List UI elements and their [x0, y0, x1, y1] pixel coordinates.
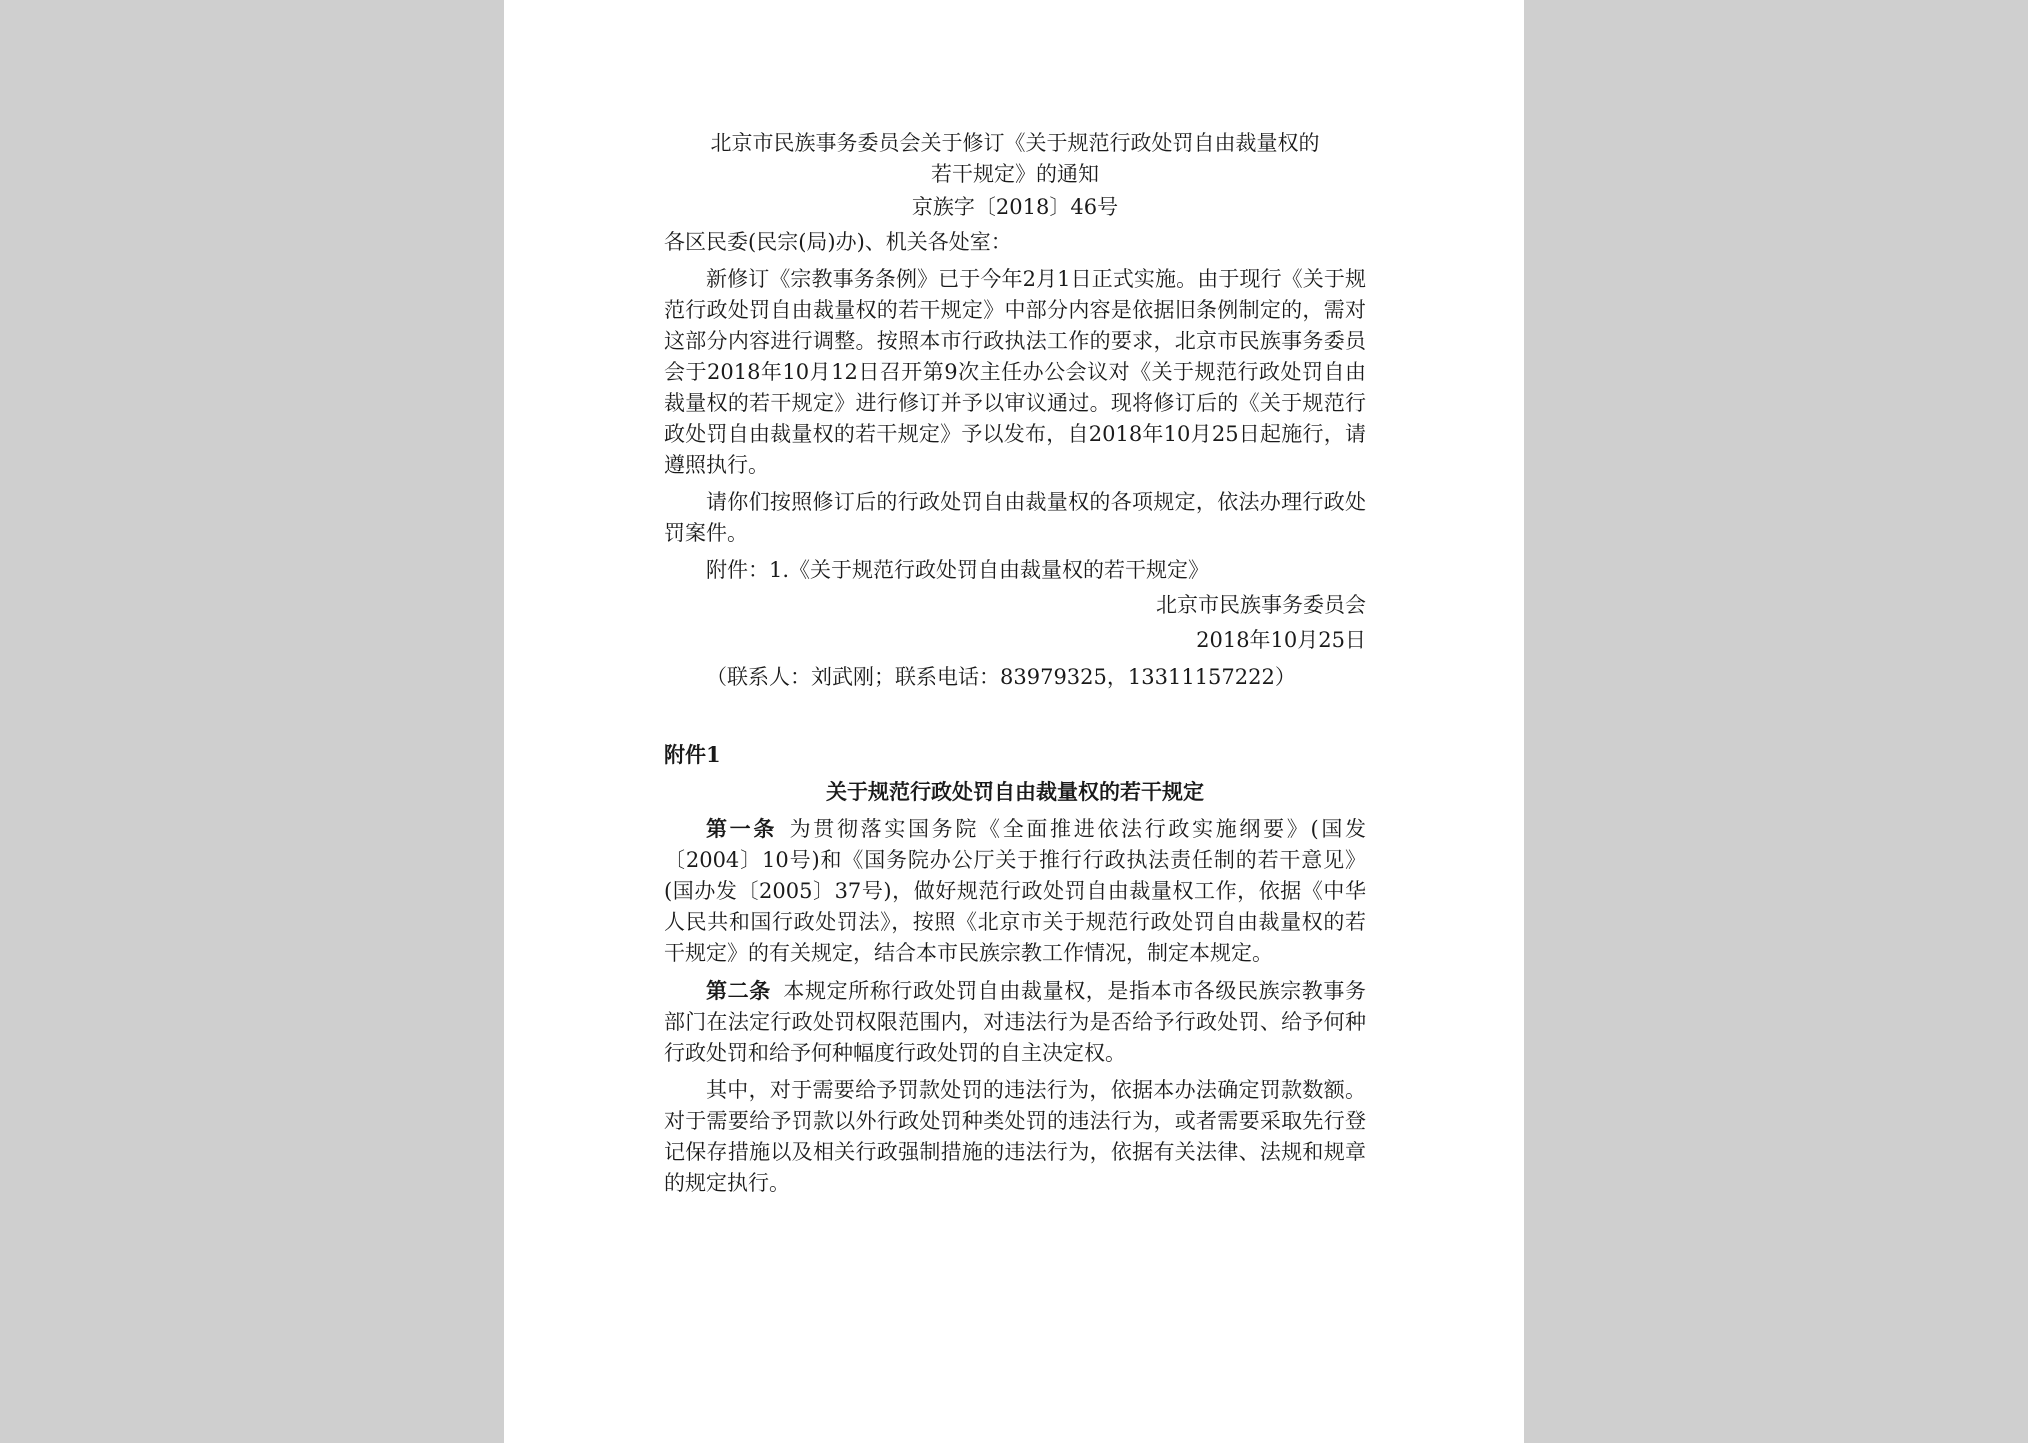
notice-title-line2: 若干规定》的通知 — [931, 162, 1099, 186]
notice-title — [664, 128, 1366, 190]
notice-title-line1: 北京市民族事务委员会关于修订《关于规范行政处罚自由裁量权的 — [710, 131, 1320, 155]
attachment-heading: 附件1 — [664, 742, 721, 767]
article-1-text: 为贯彻落实国务院《全面推进依法行政实施纲要》(国发〔2004〕10号)和《国务院办公厅关于推行行政执法责任制的若干意见》(国办发〔2005〕37号)，做好规范行政处罚自由裁量权工作，依据《中华人民共和国行政处罚法》，按照《北京市关于规范行政处罚自由裁量权的若干规定》的有关规定，结合本市民族宗教工作情况，制定本规定。 — [664, 817, 1366, 965]
document-content — [664, 128, 1366, 1199]
issue-date: 2018年10月25日 — [1196, 628, 1366, 652]
article-2-label: 第二条 — [706, 978, 771, 1003]
contact-info: （联系人：刘武刚；联系电话：83979325，13311157222） — [706, 665, 1296, 689]
issuer-signature: 北京市民族事务委员会 — [1156, 593, 1366, 617]
document-page — [504, 0, 1524, 1443]
article-2-text: 本规定所称行政处罚自由裁量权，是指本市各级民族宗教事务部门在法定行政处罚权限范围内，对违法行为是否给予行政处罚、给予何种行政处罚和给予何种幅度行政处罚的自主决定权。 — [664, 979, 1367, 1065]
article-2 — [664, 975, 1366, 1069]
attachment-list: 附件：1.《关于规范行政处罚自由裁量权的若干规定》 — [706, 558, 1210, 582]
article-1-label: 第一条 — [706, 816, 778, 841]
section-gap — [664, 693, 1366, 739]
article-1 — [664, 813, 1366, 969]
article-2-extra-paragraph: 其中，对于需要给予罚款处罚的违法行为，依据本办法确定罚款数额。对于需要给予罚款以外行政处罚种类处罚的违法行为，或者需要采取先行登记保存措施以及相关行政强制措施的违法行为，依据有关法律、法规和规章的规定执行。 — [664, 1078, 1366, 1195]
notice-paragraph-1: 新修订《宗教事务条例》已于今年2月1日正式实施。由于现行《关于规范行政处罚自由裁量权的若干规定》中部分内容是依据旧条例制定的，需对这部分内容进行调整。按照本市行政执法工作的要求，北京市民族事务委员会于2018年10月12日召开第9次主任办公会议对《关于规范行政处罚自由裁量权的若干规定》进行修订并予以审议通过。现将修订后的《关于规范行政处罚自由裁量权的若干规定》予以发布，自2018年10月25日起施行，请遵照执行。 — [664, 267, 1366, 477]
addressee: 各区民委(民宗(局)办)、机关各处室： — [664, 230, 1012, 254]
notice-paragraph-2: 请你们按照修订后的行政处罚自由裁量权的各项规定，依法办理行政处罚案件。 — [664, 490, 1366, 545]
document-number: 京族字〔2018〕46号 — [911, 195, 1119, 219]
regulation-title: 关于规范行政处罚自由裁量权的若干规定 — [826, 779, 1204, 804]
